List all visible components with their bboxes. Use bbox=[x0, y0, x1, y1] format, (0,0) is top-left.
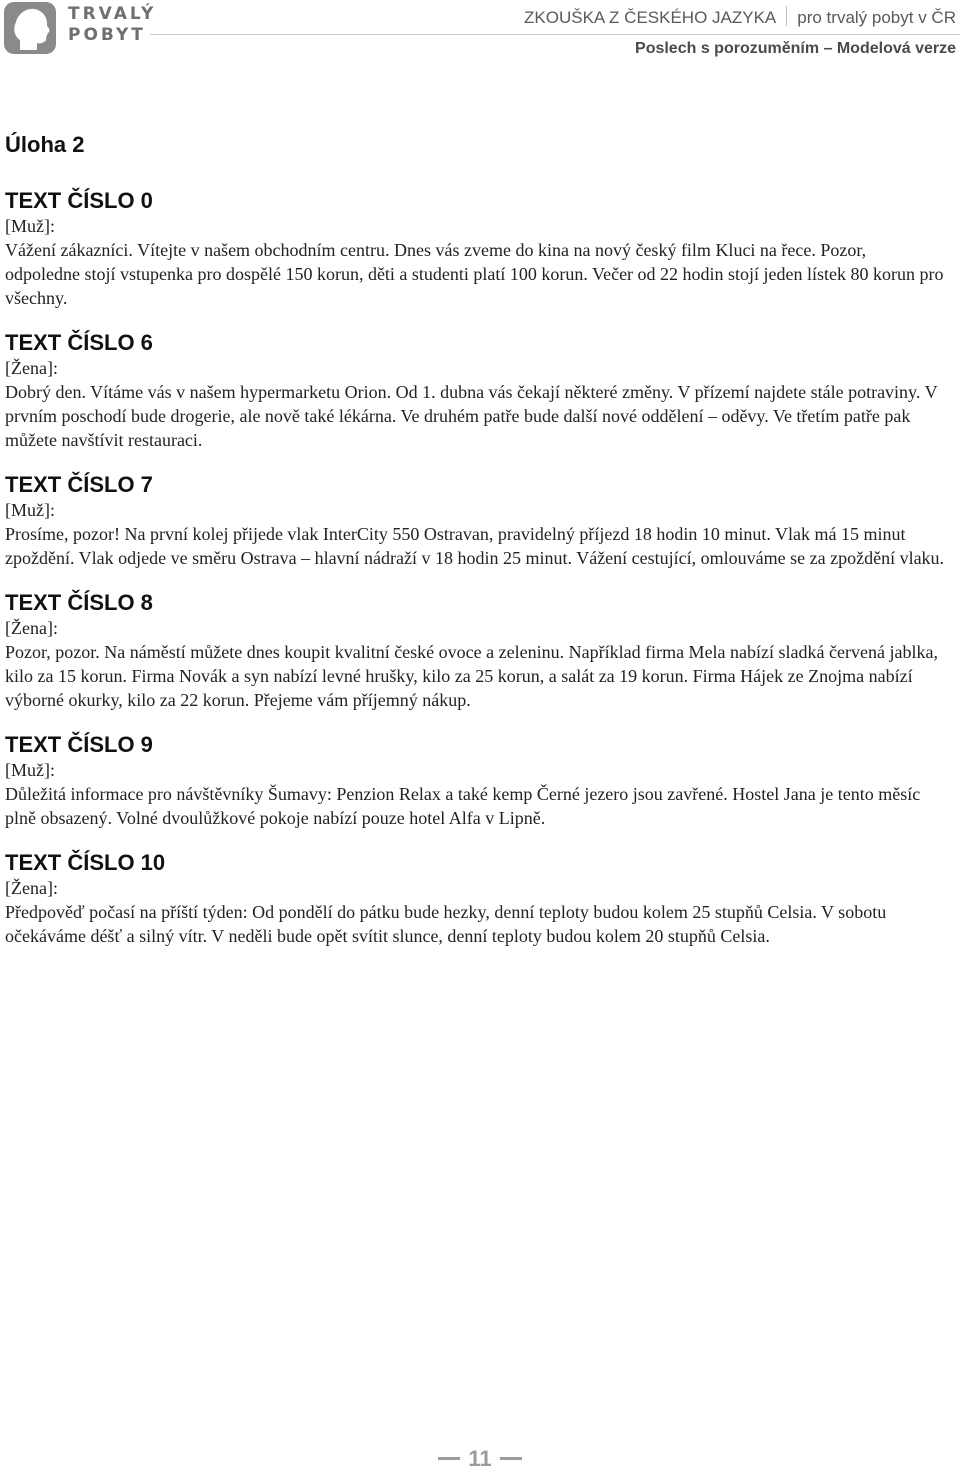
section-title: TEXT ČÍSLO 7 bbox=[5, 472, 153, 497]
section-text: Vážení zákazníci. Vítejte v našem obchodním centru. Dnes vás zveme do kina na nový český film Kluci na řece. Pozor, odpoledne stojí vstupenka pro dospělé 150 korun, děti a studenti platí 100 korun. Večer od 22 hodin stojí jeden lístek 80 korun pro všechny. bbox=[5, 240, 944, 308]
section-title: TEXT ČÍSLO 10 bbox=[5, 850, 166, 875]
speaker-label: [Žena]: bbox=[5, 618, 58, 638]
transcript-section bbox=[5, 330, 945, 452]
speaker-label: [Muž]: bbox=[5, 760, 55, 780]
speaker-label: [Muž]: bbox=[5, 500, 55, 520]
transcript-section bbox=[5, 732, 945, 830]
profile-head-logo-icon bbox=[4, 2, 56, 54]
section-text: Dobrý den. Vítáme vás v našem hypermarketu Orion. Od 1. dubna vás čekají některé změny. V přízemí najdete stále potraviny. V prvním poschodí bude drogerie, ale nově také lékárna. Ve druhém patře bude další nové oddělení – oděvy. Ve třetím patře pak můžete navštívit restauraci. bbox=[5, 382, 938, 450]
page-number: 11 bbox=[468, 1446, 492, 1471]
section-text: Prosíme, pozor! Na první kolej přijede vlak InterCity 550 Ostravan, pravidelný příjezd 18 hodin 10 minut. Vlak má 15 minut zpoždění. Vlak odjede ve směru Ostrava – hlavní nádraží v 18 hodin 25 minut. Vážení cestující, omlouváme se za zpoždění vlaku. bbox=[5, 524, 945, 568]
transcript-section bbox=[5, 850, 945, 948]
section-text: Pozor, pozor. Na náměstí můžete dnes koupit kvalitní české ovoce a zeleninu. Například firma Mela nabízí sladká červená jablka, kilo za 15 korun. Firma Novák a syn nabízí levné hrušky, kilo za 25 korun, a salát za 19 korun. Firma Hájek ze Znojma nabízí výborné okurky, kilo za 22 korun. Přejeme vám příjemný nákup. bbox=[5, 642, 938, 710]
section-title: TEXT ČÍSLO 6 bbox=[5, 330, 153, 355]
transcript-content bbox=[5, 188, 945, 968]
section-title: TEXT ČÍSLO 9 bbox=[5, 732, 153, 757]
speaker-label: [Žena]: bbox=[5, 358, 58, 378]
exam-purpose: pro trvalý pobyt v ČR bbox=[797, 8, 956, 27]
transcript-section bbox=[5, 472, 945, 570]
section-title: TEXT ČÍSLO 0 bbox=[5, 188, 153, 213]
header-separator bbox=[786, 6, 787, 26]
section-title: TEXT ČÍSLO 8 bbox=[5, 590, 153, 615]
page-header bbox=[0, 0, 960, 64]
exam-name: ZKOUŠKA Z ČESKÉHO JAZYKA bbox=[524, 8, 777, 27]
section-text: Předpověď počasí na příští týden: Od pondělí do pátku bude hezky, denní teploty budou kolem 25 stupňů Celsia. V sobotu očekáváme déšť a silný vítr. V neděli bude opět svítit slunce, denní teploty budou kolem 20 stupňů Celsia. bbox=[5, 902, 887, 946]
transcript-section bbox=[5, 590, 945, 712]
transcript-section bbox=[5, 188, 945, 310]
brand-name: TRVALÝ POBYT bbox=[68, 4, 157, 45]
footer-dash-left bbox=[438, 1457, 460, 1460]
section-text: Důležitá informace pro návštěvníky Šumavy: Penzion Relax a také kemp Černé jezero jsou zavřené. Hostel Jana je tento měsíc plně obsazený. Volné dvoulůžkové pokoje nabízí pouze hotel Alfa v Lipně. bbox=[5, 784, 921, 828]
exam-title bbox=[524, 6, 956, 28]
footer-dash-right bbox=[500, 1457, 522, 1460]
task-title: Úloha 2 bbox=[5, 132, 85, 157]
header-rule bbox=[150, 34, 960, 35]
exam-subtitle: Poslech s porozuměním – Modelová verze bbox=[635, 40, 956, 57]
page-footer bbox=[0, 1446, 960, 1472]
speaker-label: [Muž]: bbox=[5, 216, 55, 236]
speaker-label: [Žena]: bbox=[5, 878, 58, 898]
